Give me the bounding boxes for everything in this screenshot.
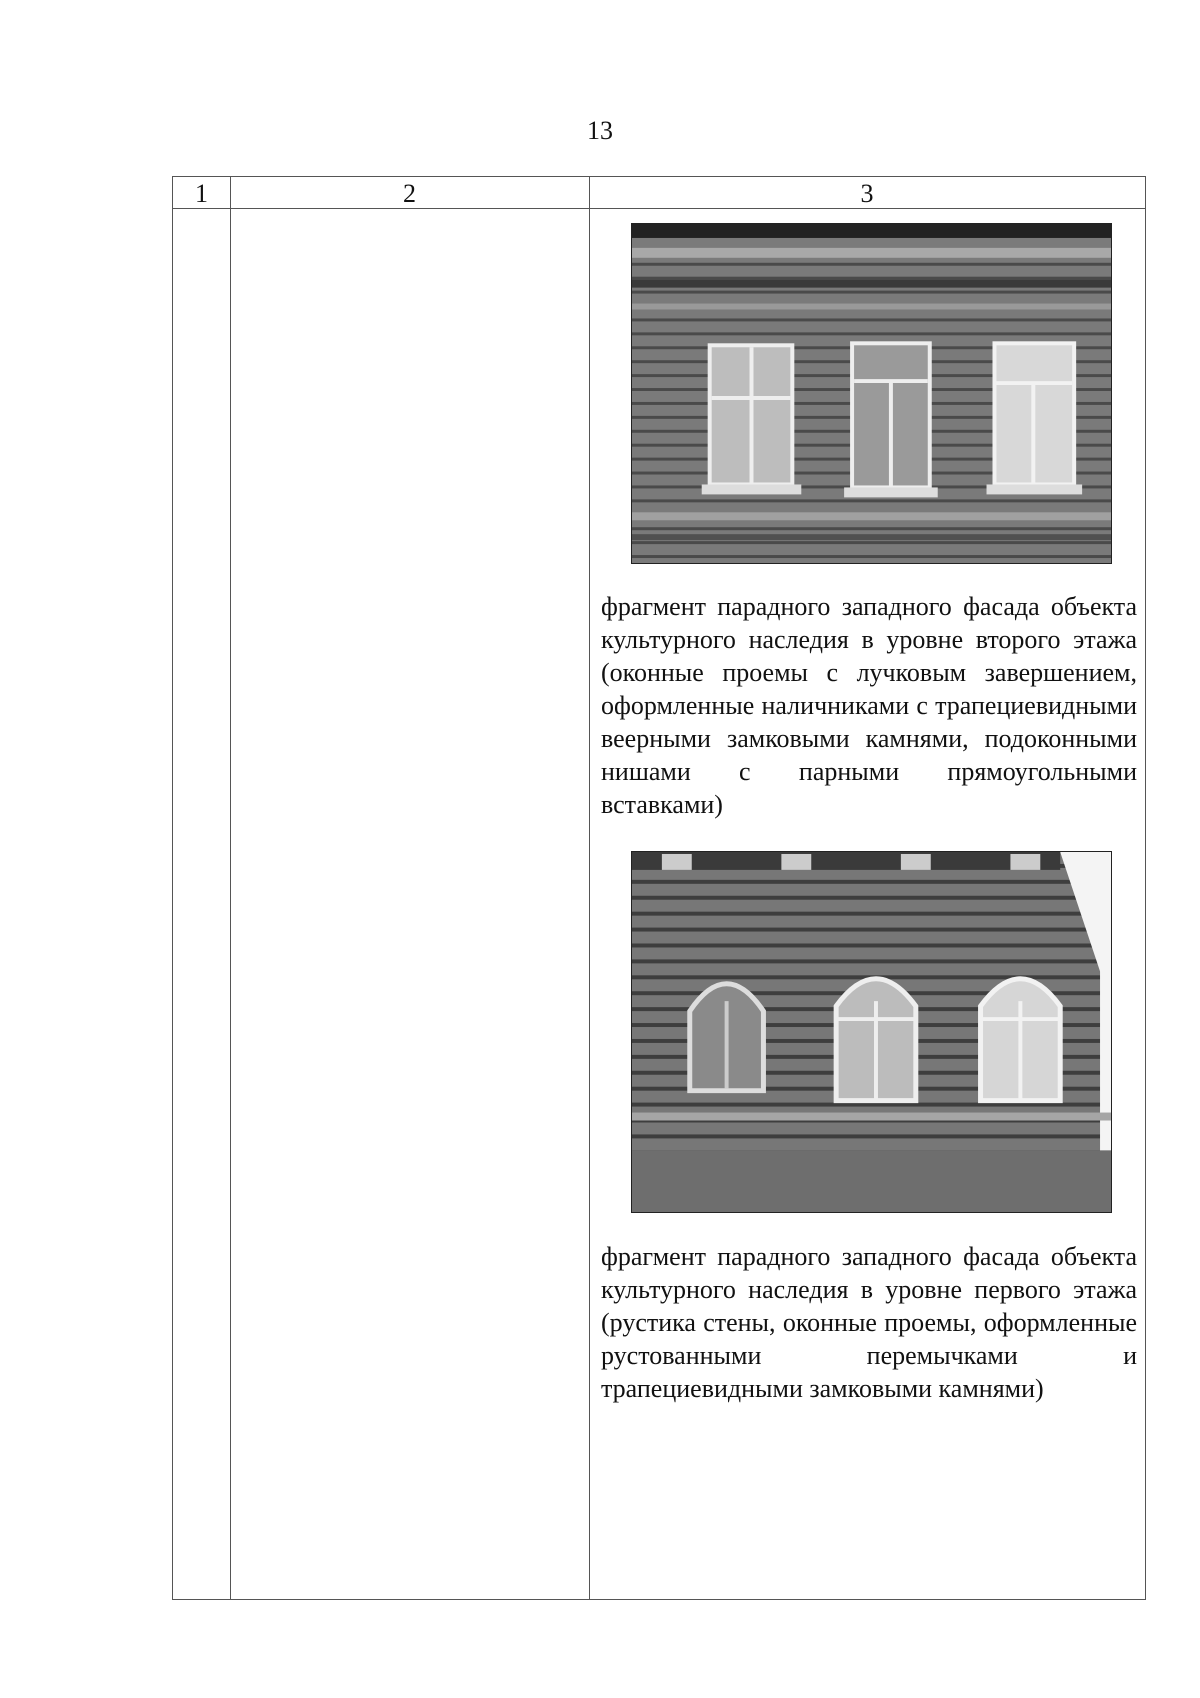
column-header-1: 1 [195,179,208,208]
facade-second-floor-photo [631,223,1112,564]
page-number: 13 [587,116,613,145]
column-header-3: 3 [860,179,874,208]
facade-first-floor-photo [631,851,1112,1213]
column-divider [589,177,590,1599]
column-divider [230,177,231,1599]
heritage-table [172,176,1146,1600]
column-header-2: 2 [403,179,416,208]
photo-caption-first-floor: фрагмент парадного западного фасада объекта культурного наследия в уровне первого этажа (рустика стены, оконные проемы, оформленные рустованными перемычками и трапециевидными замковыми камнями) [601,1242,1137,1403]
header-divider [173,208,1145,209]
photo-caption-second-floor: фрагмент парадного западного фасада объекта культурного наследия в уровне второго этажа (оконные проемы с лучковым завершением, оформленные наличниками с трапециевидными веерными замковыми камнями, подоконными нишами с парными прямоугольными вставками) [601,592,1137,819]
